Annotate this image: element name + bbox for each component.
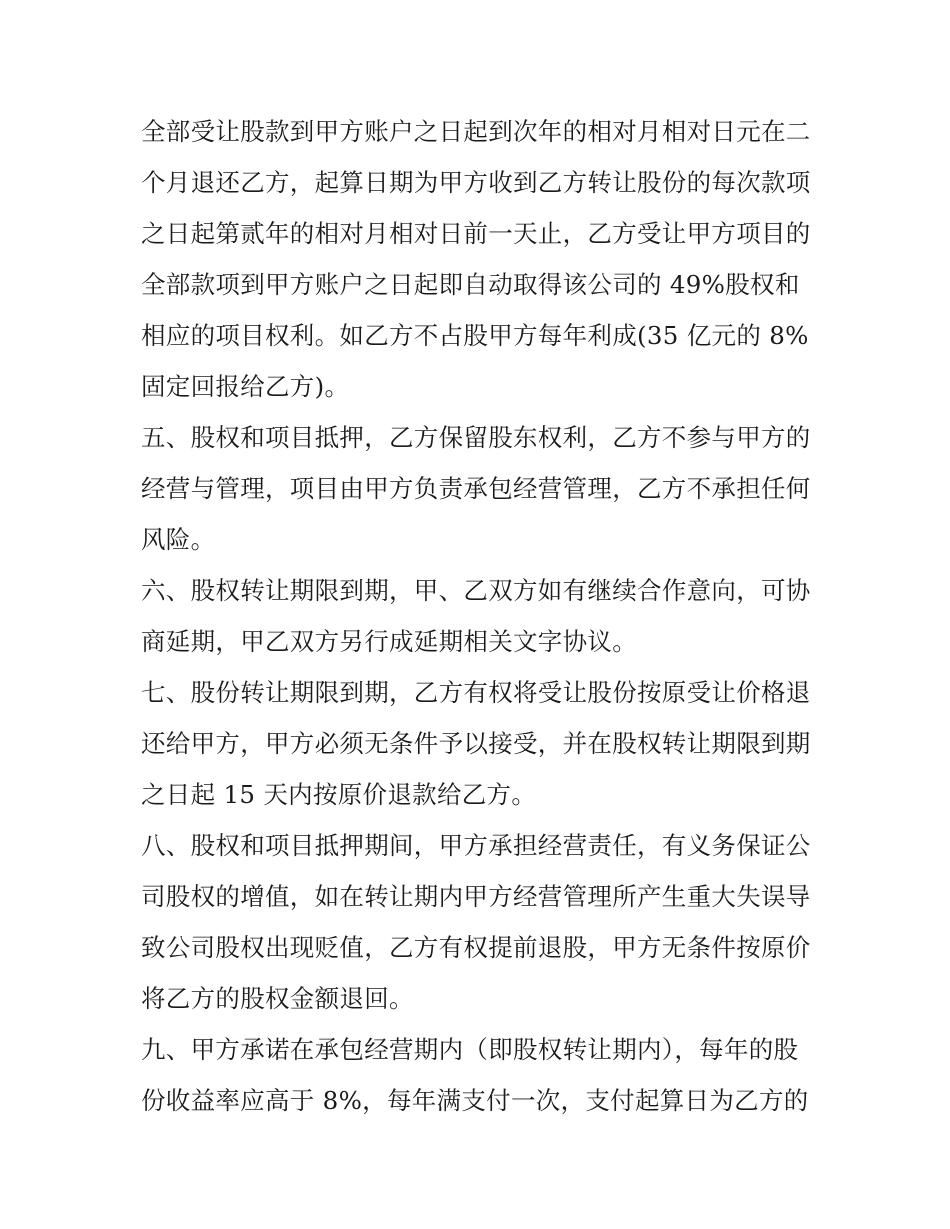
text-line: 九、甲方承诺在承包经营期内（即股权转让期内），每年的股 <box>141 1035 799 1064</box>
text-line: 全部受让股款到甲方账户之日起到次年的相对月相对日元在二 <box>141 117 811 146</box>
text-line: 致公司股权出现贬值，乙方有权提前退股，甲方无条件按原价 <box>141 933 811 962</box>
text-line: 风险。 <box>141 525 216 554</box>
text-line: 七、股份转让期限到期，乙方有权将受让股份按原受让价格退 <box>141 678 811 707</box>
text-line: 商延期，甲乙双方另行成延期相关文字协议。 <box>141 627 637 656</box>
text-line: 全部款项到甲方账户之日起即自动取得该公司的 49%股权和 <box>141 270 800 299</box>
text-line: 五、股权和项目抵押，乙方保留股东权利，乙方不参与甲方的 <box>141 423 811 452</box>
text-line: 个月退还乙方，起算日期为甲方收到乙方转让股份的每次款项 <box>141 168 811 197</box>
text-line: 还给甲方，甲方必须无条件予以接受，并在股权转让期限到期 <box>141 729 811 758</box>
text-line: 经营与管理，项目由甲方负责承包经营管理，乙方不承担任何 <box>141 474 811 503</box>
text-line: 相应的项目权利。如乙方不占股甲方每年利成(35 亿元的 8% <box>141 321 809 350</box>
text-line: 份收益率应高于 8%，每年满支付一次，支付起算日为乙方的 <box>141 1086 809 1115</box>
document-body <box>141 106 821 1126</box>
text-line: 八、股权和项目抵押期间，甲方承担经营责任，有义务保证公 <box>141 831 811 860</box>
text-line: 之日起 15 天内按原价退款给乙方。 <box>141 780 537 809</box>
text-line: 之日起第贰年的相对月相对日前一天止，乙方受让甲方项目的 <box>141 219 811 248</box>
text-line: 将乙方的股权金额退回。 <box>141 984 414 1013</box>
text-line: 司股权的增值，如在转让期内甲方经营管理所产生重大失误导 <box>141 882 811 911</box>
text-line: 六、股权转让期限到期，甲、乙双方如有继续合作意向，可协 <box>141 576 811 605</box>
text-line: 固定回报给乙方)。 <box>141 372 350 401</box>
